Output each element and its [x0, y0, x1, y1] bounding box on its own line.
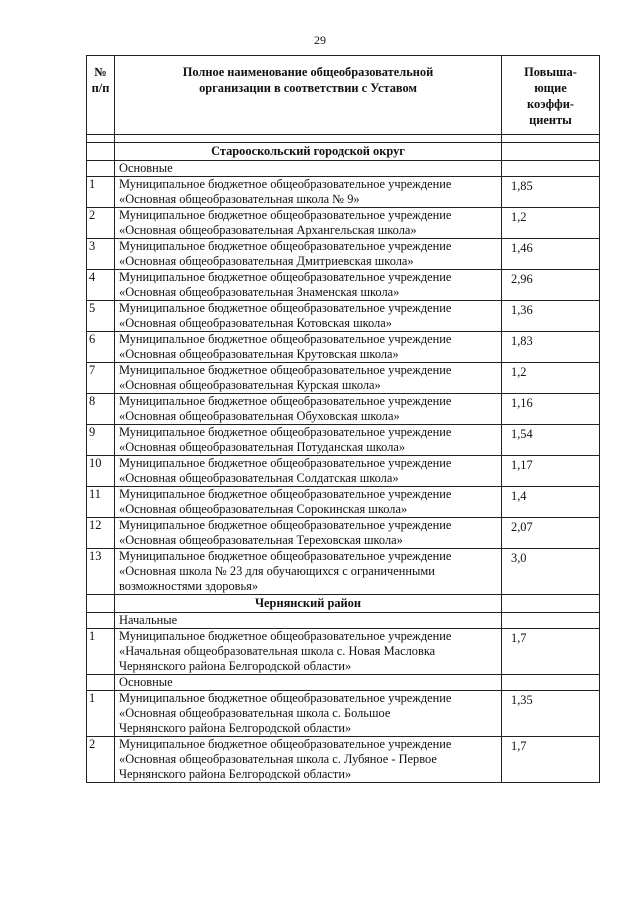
organization-name-line2: «Основная общеобразовательная школа с. Лубяное - Первое: [119, 752, 437, 766]
table-row: [87, 629, 600, 675]
subsection-num-cell: [87, 613, 115, 629]
row-number: 7: [87, 363, 115, 394]
organization-name: [115, 332, 502, 363]
table-header-row: [87, 56, 600, 135]
organization-name-line1: Муниципальное бюджетное общеобразовательное учреждение: [119, 487, 452, 501]
organization-name-line2: «Основная общеобразовательная школа с. Большое: [119, 706, 391, 720]
organization-name: [115, 394, 502, 425]
organization-name: [115, 691, 502, 737]
coefficient-value: 1,83: [502, 332, 600, 363]
organization-name-line2: «Основная общеобразовательная Котовская школа»: [119, 316, 392, 330]
coefficient-value: 1,2: [502, 208, 600, 239]
schools-table-body: [87, 56, 600, 783]
section-title-row: [87, 143, 600, 161]
table-row: [87, 737, 600, 783]
section-num-cell: [87, 595, 115, 613]
organization-name: [115, 737, 502, 783]
table-row: [87, 270, 600, 301]
coefficient-value: 1,7: [502, 629, 600, 675]
table-row: [87, 518, 600, 549]
header-coef-line1: Повыша-: [524, 65, 577, 79]
organization-name-line2: «Основная общеобразовательная школа № 9»: [119, 192, 360, 206]
section-title-row: [87, 595, 600, 613]
header-coef-line3: коэффи-: [526, 97, 574, 111]
organization-name: [115, 301, 502, 332]
organization-name-line1: Муниципальное бюджетное общеобразовательное учреждение: [119, 629, 452, 643]
row-number: 2: [87, 737, 115, 783]
organization-name-line1: Муниципальное бюджетное общеобразовательное учреждение: [119, 239, 452, 253]
organization-name-line3: Чернянского района Белгородской области»: [119, 659, 352, 673]
table-row: [87, 549, 600, 595]
organization-name: [115, 629, 502, 675]
table-row: [87, 456, 600, 487]
organization-name-line2: «Основная общеобразовательная Обуховская школа»: [119, 409, 400, 423]
organization-name-line2: «Основная общеобразовательная Курская школа»: [119, 378, 381, 392]
organization-name: [115, 363, 502, 394]
organization-name-line1: Муниципальное бюджетное общеобразовательное учреждение: [119, 737, 452, 751]
coefficient-value: 1,35: [502, 691, 600, 737]
subsection-coef-cell: [502, 613, 600, 629]
organization-name-line1: Муниципальное бюджетное общеобразовательное учреждение: [119, 691, 452, 705]
subsection-label: Начальные: [115, 613, 502, 629]
organization-name-line1: Муниципальное бюджетное общеобразовательное учреждение: [119, 332, 452, 346]
schools-table: [86, 55, 600, 783]
organization-name-line2: «Основная общеобразовательная Тереховская школа»: [119, 533, 403, 547]
subsection-row: [87, 613, 600, 629]
coefficient-value: 1,85: [502, 177, 600, 208]
organization-name-line1: Муниципальное бюджетное общеобразовательное учреждение: [119, 301, 452, 315]
organization-name-line1: Муниципальное бюджетное общеобразовательное учреждение: [119, 363, 452, 377]
row-number: 5: [87, 301, 115, 332]
organization-name-line2: «Основная общеобразовательная Знаменская школа»: [119, 285, 400, 299]
row-number: 13: [87, 549, 115, 595]
section-coef-cell: [502, 143, 600, 161]
subsection-row: [87, 675, 600, 691]
coefficient-value: 3,0: [502, 549, 600, 595]
organization-name-line3: Чернянского района Белгородской области»: [119, 721, 352, 735]
section-num-cell: [87, 143, 115, 161]
header-name: [115, 56, 502, 135]
header-spacer-row: [87, 135, 600, 143]
organization-name-line3: Чернянского района Белгородской области»: [119, 767, 352, 781]
row-number: 1: [87, 629, 115, 675]
organization-name-line1: Муниципальное бюджетное общеобразовательное учреждение: [119, 394, 452, 408]
coefficient-value: 1,7: [502, 737, 600, 783]
coefficient-value: 1,16: [502, 394, 600, 425]
organization-name-line2: «Начальная общеобразовательная школа с. Новая Масловка: [119, 644, 436, 658]
organization-name-line1: Муниципальное бюджетное общеобразовательное учреждение: [119, 177, 452, 191]
organization-name-line2: «Основная школа № 23 для обучающихся с ограниченными: [119, 564, 435, 578]
header-name-line2: организации в соответствии с Уставом: [199, 81, 417, 95]
table-row: [87, 691, 600, 737]
table-row: [87, 394, 600, 425]
organization-name: [115, 487, 502, 518]
row-number: 1: [87, 691, 115, 737]
subsection-row: [87, 161, 600, 177]
row-number: 2: [87, 208, 115, 239]
header-coef: [502, 56, 600, 135]
subsection-coef-cell: [502, 675, 600, 691]
coefficient-value: 1,17: [502, 456, 600, 487]
organization-name-line1: Муниципальное бюджетное общеобразовательное учреждение: [119, 456, 452, 470]
organization-name: [115, 549, 502, 595]
section-title: Чернянский район: [115, 595, 502, 613]
subsection-label: Основные: [115, 161, 502, 177]
organization-name-line1: Муниципальное бюджетное общеобразовательное учреждение: [119, 208, 452, 222]
table-row: [87, 363, 600, 394]
organization-name: [115, 518, 502, 549]
section-title: Старооскольский городской округ: [115, 143, 502, 161]
coefficient-value: 1,4: [502, 487, 600, 518]
row-number: 12: [87, 518, 115, 549]
subsection-num-cell: [87, 161, 115, 177]
subsection-num-cell: [87, 675, 115, 691]
coefficient-value: 1,46: [502, 239, 600, 270]
header-num-line1: №: [94, 65, 107, 79]
table-row: [87, 208, 600, 239]
header-num-line2: п/п: [91, 81, 110, 95]
organization-name-line2: «Основная общеобразовательная Сорокинская школа»: [119, 502, 408, 516]
page-number: 29: [314, 33, 326, 47]
table-row: [87, 177, 600, 208]
row-number: 6: [87, 332, 115, 363]
organization-name-line3: возможностями здоровья»: [119, 579, 259, 593]
organization-name-line2: «Основная общеобразовательная Архангельская школа»: [119, 223, 417, 237]
table-row: [87, 425, 600, 456]
organization-name: [115, 177, 502, 208]
subsection-coef-cell: [502, 161, 600, 177]
organization-name-line1: Муниципальное бюджетное общеобразовательное учреждение: [119, 270, 452, 284]
table-row: [87, 332, 600, 363]
coefficient-value: 2,07: [502, 518, 600, 549]
header-num: [87, 56, 115, 135]
organization-name: [115, 208, 502, 239]
row-number: 1: [87, 177, 115, 208]
organization-name-line1: Муниципальное бюджетное общеобразовательное учреждение: [119, 518, 452, 532]
organization-name: [115, 239, 502, 270]
organization-name-line1: Муниципальное бюджетное общеобразовательное учреждение: [119, 549, 452, 563]
row-number: 8: [87, 394, 115, 425]
table-row: [87, 487, 600, 518]
organization-name: [115, 425, 502, 456]
row-number: 4: [87, 270, 115, 301]
coefficient-value: 1,54: [502, 425, 600, 456]
organization-name-line2: «Основная общеобразовательная Дмитриевская школа»: [119, 254, 414, 268]
organization-name-line2: «Основная общеобразовательная Крутовская школа»: [119, 347, 399, 361]
organization-name-line2: «Основная общеобразовательная Потуданская школа»: [119, 440, 406, 454]
header-name-line1: Полное наименование общеобразовательной: [182, 65, 434, 79]
table-row: [87, 239, 600, 270]
organization-name: [115, 456, 502, 487]
header-coef-line4: циенты: [529, 113, 572, 127]
row-number: 9: [87, 425, 115, 456]
organization-name-line2: «Основная общеобразовательная Солдатская школа»: [119, 471, 399, 485]
row-number: 11: [87, 487, 115, 518]
coefficient-value: 1,36: [502, 301, 600, 332]
coefficient-value: 2,96: [502, 270, 600, 301]
row-number: 3: [87, 239, 115, 270]
subsection-label: Основные: [115, 675, 502, 691]
organization-name: [115, 270, 502, 301]
table-row: [87, 301, 600, 332]
organization-name-line1: Муниципальное бюджетное общеобразовательное учреждение: [119, 425, 452, 439]
section-coef-cell: [502, 595, 600, 613]
header-coef-line2: ющие: [534, 81, 567, 95]
row-number: 10: [87, 456, 115, 487]
coefficient-value: 1,2: [502, 363, 600, 394]
